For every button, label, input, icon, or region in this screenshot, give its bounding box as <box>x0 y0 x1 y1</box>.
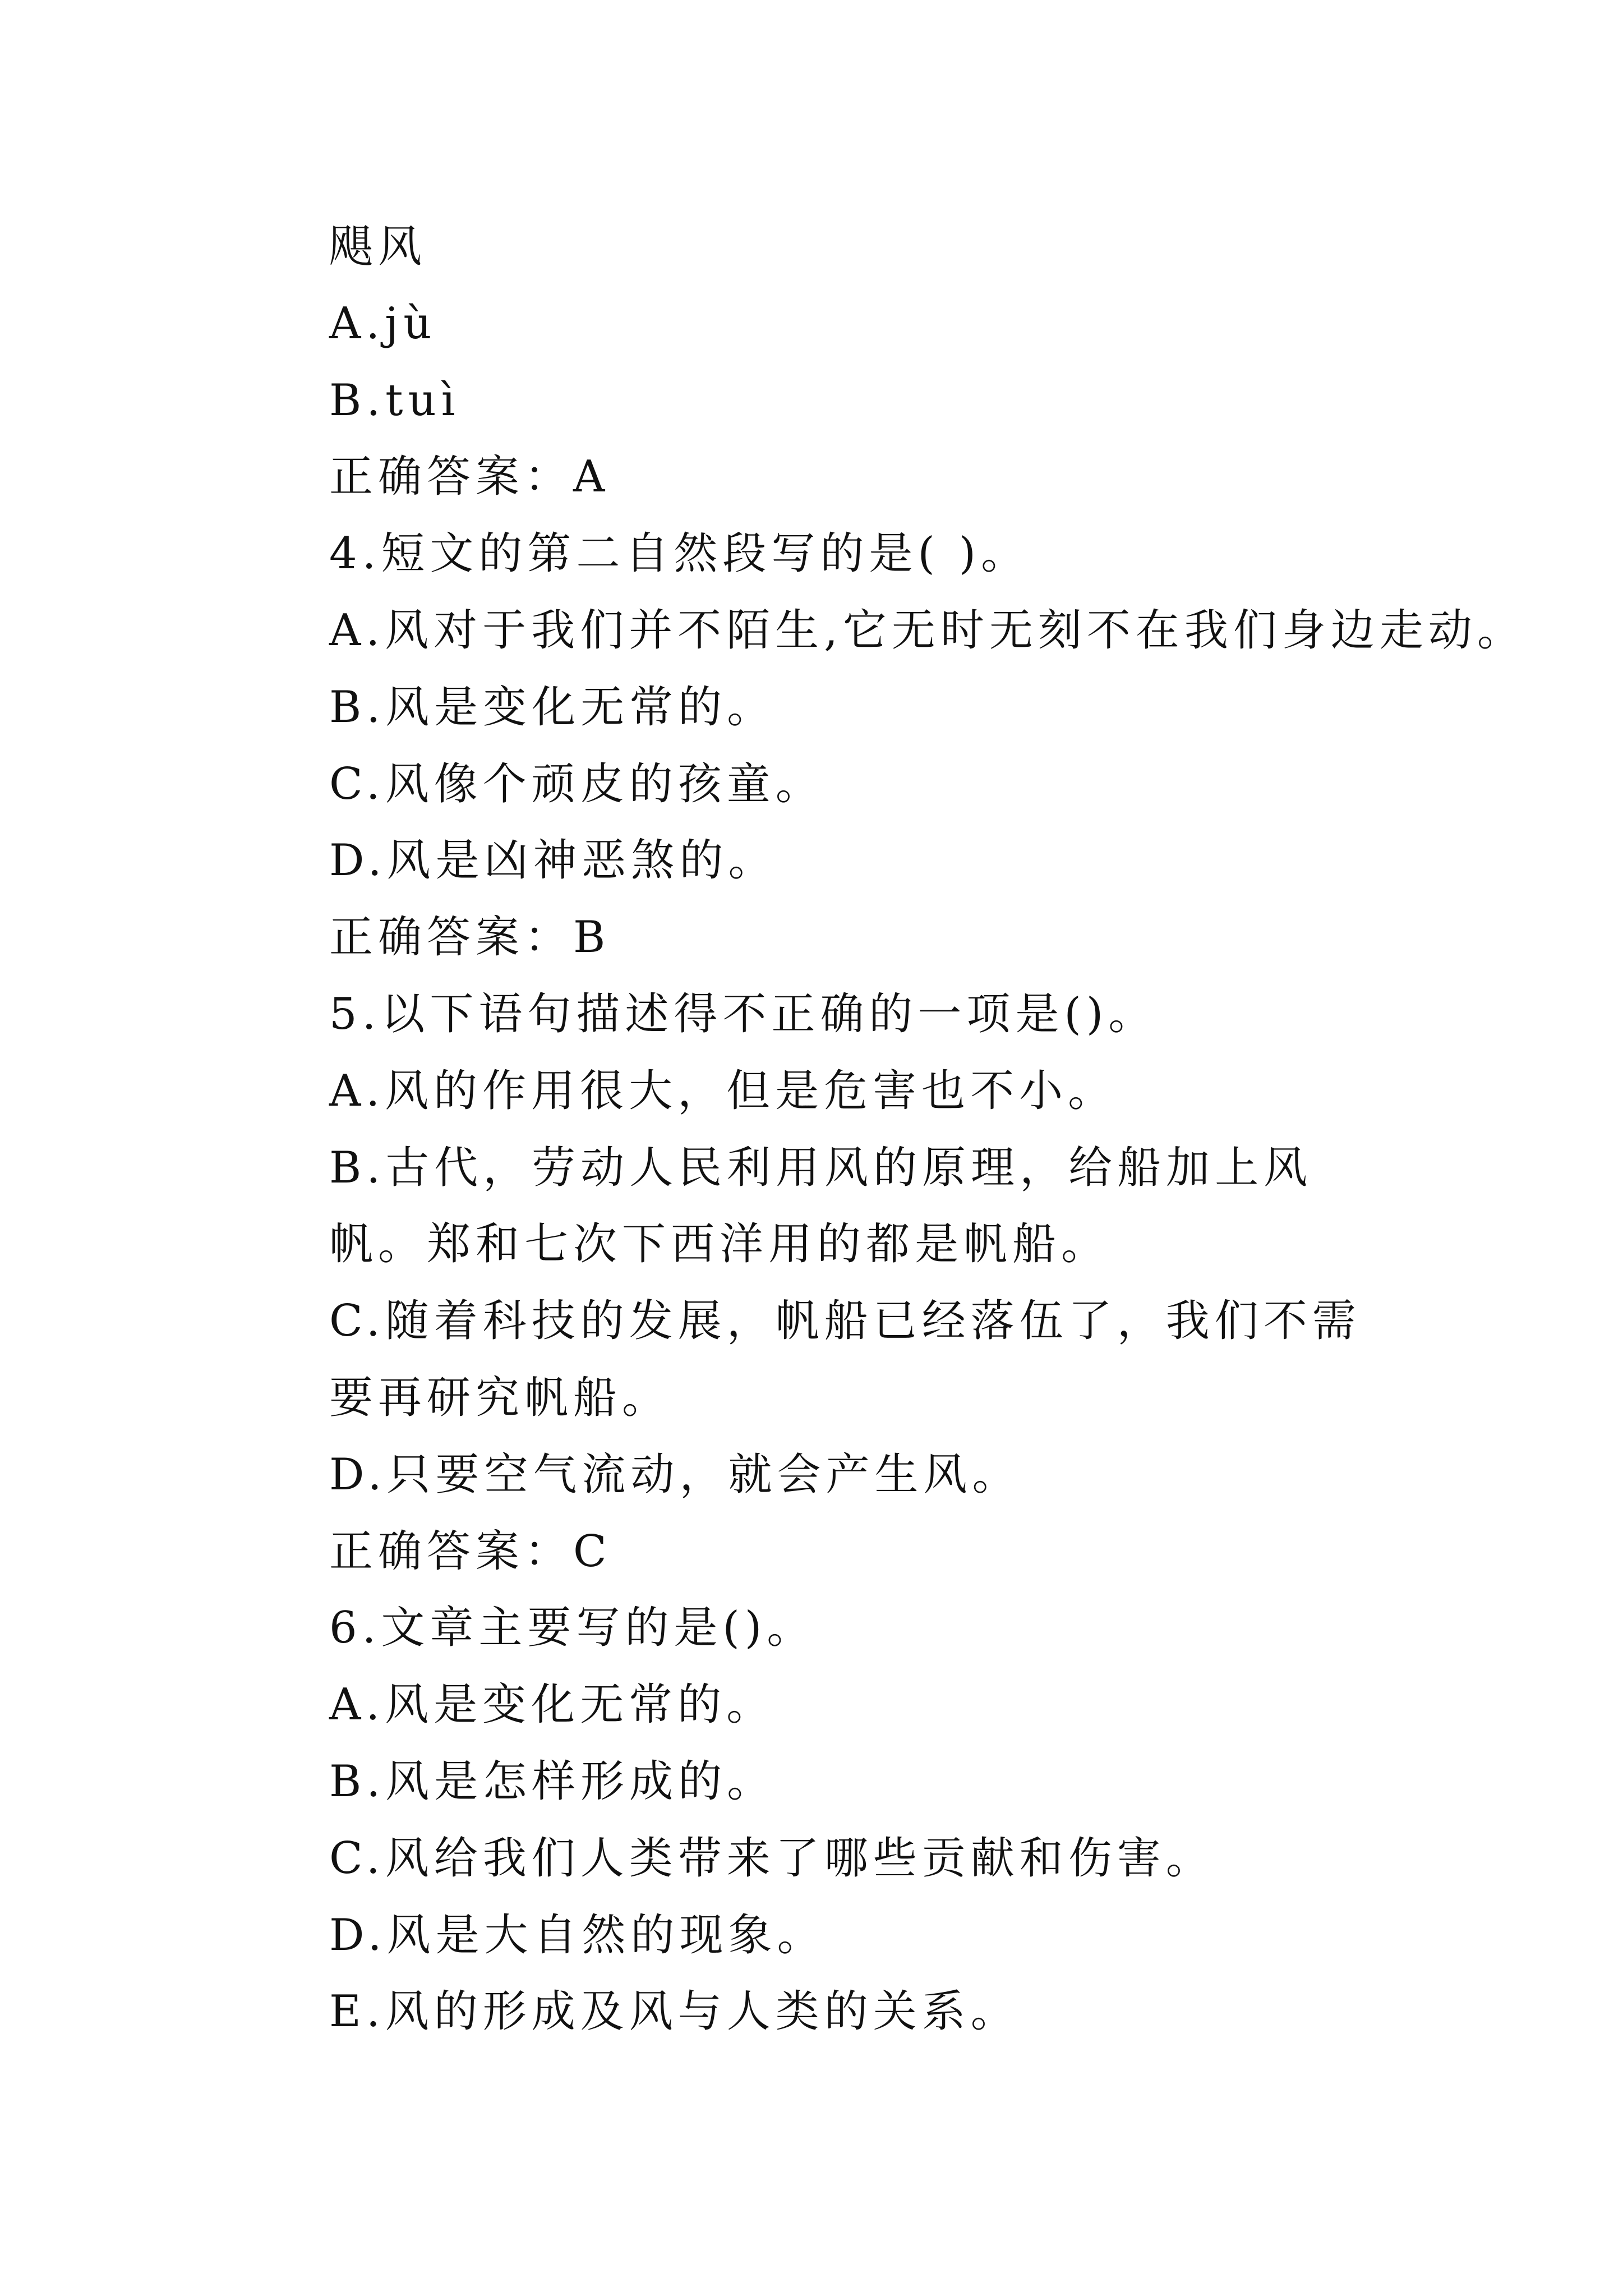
q4-option-a: A.风对于我们并不陌生,它无时无刻不在我们身边走动。 <box>329 605 1526 656</box>
q4-option-b: B.风是变化无常的。 <box>329 682 776 733</box>
answer-q5: 正确答案：C <box>329 1526 612 1577</box>
q5-option-a: A.风的作用很大，但是危害也不小。 <box>329 1065 1117 1116</box>
q6-option-b: B.风是怎样形成的。 <box>329 1756 776 1807</box>
question-5: 5.以下语句描述得不正确的一项是()。 <box>329 988 1158 1039</box>
pinyin-option-b: B.tuì <box>329 375 460 426</box>
q5-option-b: B.古代，劳动人民利用风的原理，给船加上风帆。郑和七次下西洋用的都是帆船。 <box>329 1142 1313 1270</box>
document-body <box>247 209 1526 2050</box>
q6-option-d: D.风是大自然的现象。 <box>329 1910 826 1961</box>
answer-q4: 正确答案：B <box>329 912 611 963</box>
word-to-annotate: 飓风 <box>329 222 427 272</box>
question-4: 4.短文的第二自然段写的是( )。 <box>329 528 1030 579</box>
q6-option-e: E.风的形成及风与人类的关系。 <box>329 1986 1020 2037</box>
q5-option-c: C.随着科技的发展，帆船已经落伍了，我们不需要再研究帆船。 <box>329 1296 1361 1423</box>
q4-option-d: D.风是凶神恶煞的。 <box>329 835 777 886</box>
pinyin-option-a: A.jù <box>329 298 437 349</box>
answer-q3: 正确答案：A <box>329 452 610 503</box>
q5-option-d: D.只要空气流动，就会产生风。 <box>329 1449 1021 1500</box>
question-6: 6.文章主要写的是()。 <box>329 1603 816 1654</box>
q4-option-c: C.风像个顽皮的孩童。 <box>329 758 824 809</box>
q6-option-c: C.风给我们人类带来了哪些贡献和伤害。 <box>329 1833 1215 1884</box>
q6-option-a: A.风是变化无常的。 <box>329 1680 776 1731</box>
